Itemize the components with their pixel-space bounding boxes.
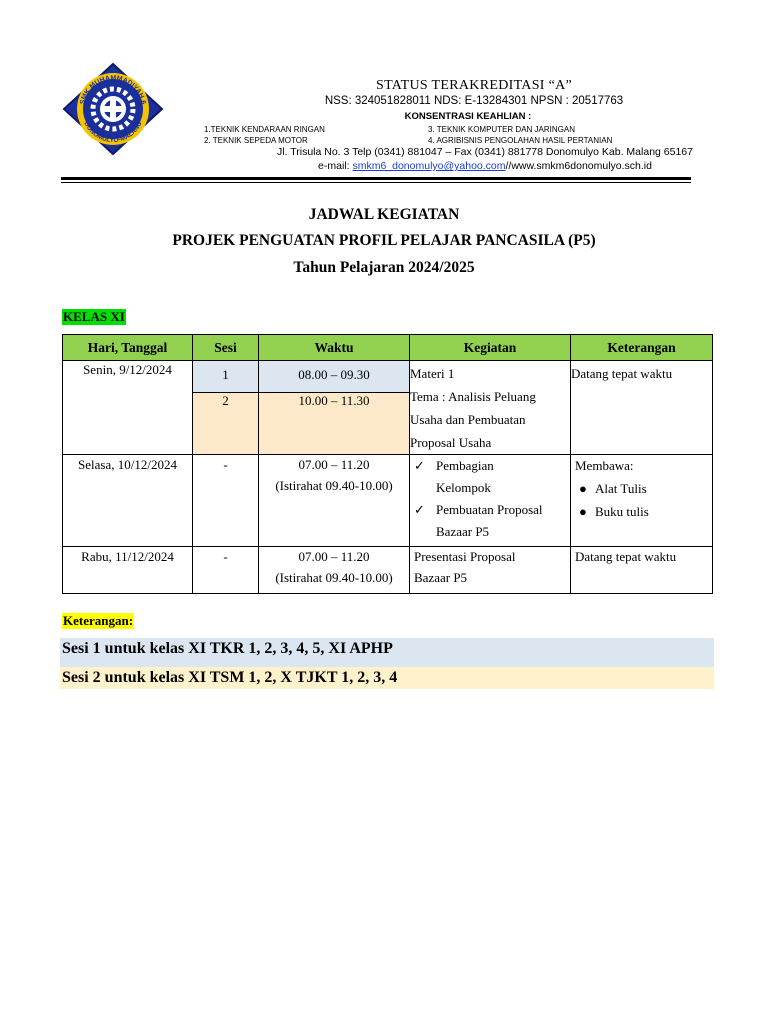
sesi-cell: 2 (193, 392, 259, 454)
sesi-cell: - (193, 547, 259, 594)
academic-year: Tahun Pelajaran 2024/2025 (293, 259, 475, 276)
bullet-text: Alat Tulis (595, 481, 647, 496)
date-cell: Rabu, 11/12/2024 (63, 547, 193, 594)
kegiatan-line: Usaha dan Pembuatan (410, 412, 526, 427)
waktu-line: (Istirahat 09.40-10.00) (275, 570, 393, 585)
document-subtitle: PROJEK PENGUATAN PROFIL PELAJAR PANCASILA (P5) (172, 232, 596, 249)
bullet-text: Buku tulis (595, 504, 649, 519)
kegiatan-cell (410, 455, 571, 547)
bullet-item (575, 500, 708, 523)
kegiatan-line: Tema : Analisis Peluang (410, 389, 536, 404)
waktu-cell: 08.00 – 09.30 (259, 361, 410, 393)
date-cell: Senin, 9/12/2024 (63, 361, 193, 455)
checklist-text: Pembagian (436, 458, 494, 473)
header-divider-thick (61, 177, 691, 180)
waktu-cell: 10.00 – 11.30 (259, 392, 410, 454)
waktu-cell (259, 547, 410, 594)
document-title: JADWAL KEGIATAN (308, 206, 460, 223)
bullet-icon: ● (579, 481, 587, 496)
bullet-item (575, 477, 708, 500)
email-link[interactable]: smkm6_donomulyo@yahoo.com (352, 160, 506, 172)
email-prefix: e-mail: (318, 160, 353, 172)
program-item: 3. TEKNIK KOMPUTER DAN JARINGAN (428, 125, 575, 134)
keterangan-cell: Datang tepat waktu (571, 361, 713, 455)
sesi-cell: 1 (193, 361, 259, 393)
program-item: 4. AGRIBISNIS PENGOLAHAN HASIL PERTANIAN (428, 136, 613, 145)
kegiatan-line: Materi 1 (410, 366, 455, 381)
table-row (63, 361, 713, 393)
checkmark-icon: ✓ (414, 458, 425, 473)
header-divider-thin (61, 182, 691, 183)
sesi-1-note: Sesi 1 untuk kelas XI TKR 1, 2, 3, 4, 5, XI APHP (60, 638, 714, 667)
svg-text:SMK MUHAMMADIYAH 6: SMK MUHAMMADIYAH 6 (79, 74, 147, 106)
keterangan-title: Membawa: (575, 458, 634, 473)
program-item: 1.TEKNIK KENDARAAN RINGAN (204, 125, 325, 134)
column-header: Kegiatan (410, 335, 571, 361)
bullet-icon: ● (579, 504, 587, 519)
checkmark-icon: ✓ (414, 502, 425, 517)
table-header-row (63, 335, 713, 361)
notes-label: Keterangan: (63, 613, 134, 628)
sesi-2-note: Sesi 2 untuk kelas XI TSM 1, 2, X TJKT 1, 2, 3, 4 (60, 667, 714, 689)
waktu-cell (259, 455, 410, 547)
sesi-cell: - (193, 455, 259, 547)
program-item: 2. TEKNIK SEPEDA MOTOR (204, 136, 308, 145)
checklist-text: Bazaar P5 (436, 524, 490, 539)
date-cell: Selasa, 10/12/2024 (63, 455, 193, 547)
checklist-text: Kelompok (436, 480, 491, 495)
waktu-line: (Istirahat 09.40-10.00) (275, 478, 393, 493)
waktu-line: 07.00 – 11.20 (298, 457, 370, 472)
checklist-item (412, 455, 568, 499)
column-header: Keterangan (571, 335, 713, 361)
kegiatan-line: Presentasi Proposal (414, 549, 516, 564)
table-row (63, 547, 713, 594)
kegiatan-line: Proposal Usaha (410, 435, 492, 450)
table-row (63, 455, 713, 547)
checklist-text: Pembuatan Proposal (436, 502, 543, 517)
schedule-table (62, 334, 713, 594)
kegiatan-cell (410, 547, 571, 594)
contact-line (180, 160, 768, 172)
kegiatan-cell (410, 361, 571, 455)
class-label: KELAS XI (63, 309, 125, 324)
keterangan-cell (571, 455, 713, 547)
keterangan-cell: Datang tepat waktu (571, 547, 713, 594)
kegiatan-line: Bazaar P5 (414, 570, 468, 585)
checklist-item (412, 499, 568, 543)
waktu-line: 07.00 – 11.20 (298, 549, 370, 564)
school-logo (60, 62, 166, 156)
website-text: //www.smkm6donomulyo.sch.id (505, 160, 652, 172)
svg-text:DONOMULYO-MALANG: DONOMULYO-MALANG (82, 120, 144, 145)
column-header: Sesi (193, 335, 259, 361)
column-header: Waktu (259, 335, 410, 361)
school-ids: NSS: 324051828011 NDS: E-13284301 NPSN : 20517763 (324, 95, 624, 107)
accreditation-status: STATUS TERAKREDITASI “A” (375, 78, 573, 93)
school-address: Jl. Trisula No. 3 Telp (0341) 881047 – Fax (0341) 881778 Donomulyo Kab. Malang 65167 (277, 146, 693, 158)
column-header: Hari, Tanggal (63, 335, 193, 361)
konsentrasi-title: KONSENTRASI KEAHLIAN : (404, 111, 532, 122)
